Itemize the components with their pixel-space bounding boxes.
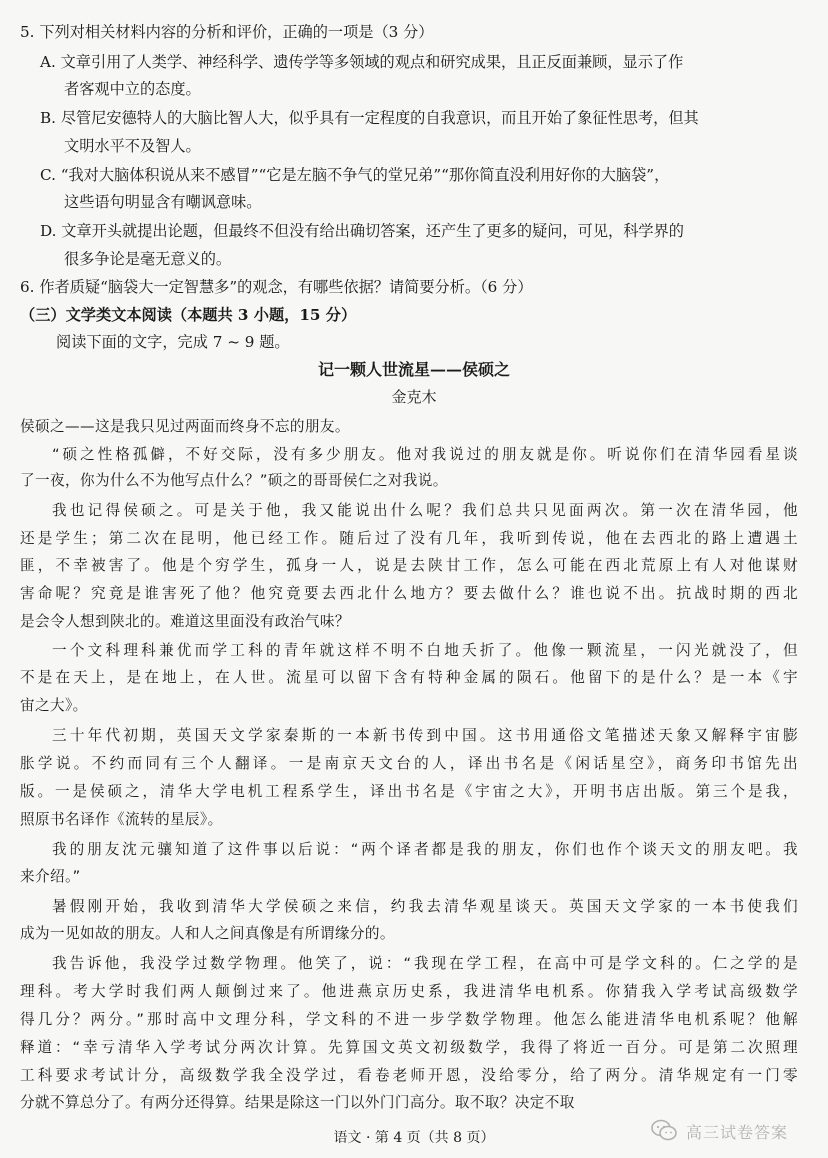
q5-option-b-line1: B. 尽管尼安德特人的大脑比智人大，似乎具有一定程度的自我意识，而且开始了象征性思考，但其 [40,109,699,127]
article-line: “硕之性格孤僻，不好交际，没有多少朋友。他对我说过的朋友就是你。听说你们在清华园看星谈 [52,446,798,463]
article-line: 我也记得侯硕之。可是关于他，我又能说出什么呢？我们总共只见面两次。第一次在清华园，他 [52,502,798,519]
article-line: 宙之大》。 [20,697,88,714]
article-line: 一个文科理科兼优而学工科的青年就这样不明不白地夭折了。他像一颗流星，一闪光就没了，但 [52,642,798,659]
q5-option-d-line2: 很多争论是毫无意义的。 [64,250,232,268]
article-line: 害命呢？究竟是谁害死了他？他究竟要去西北什么地方？要去做什么？谁也说不出。抗战时期的西北 [20,585,798,602]
article-line: 不是在天上，是在地上，在人世。流星可以留下含有特种金属的陨石。他留下的是什么？是一本《宇 [20,669,798,686]
q5-option-a-line2: 者客观中立的态度。 [64,80,201,98]
article-line: 成为一见如故的朋友。人和人之间真像是有所谓缘分的。 [20,925,395,942]
watermark [650,1106,800,1152]
q5-option-c-line1: C. “我对大脑体积说从来不感冒”“它是左脑不争气的堂兄弟”“那你简直没利用好你的大脑袋”， [40,166,670,184]
question-5-stem: 5. 下列对相关材料内容的分析和评价，正确的一项是（3 分） [20,23,434,41]
q5-option-a-line1: A. 文章引用了人类学、神经科学、遗传学等多领域的观点和研究成果，且正反面兼顾，显示了作 [40,53,684,71]
article-line: 分就不算总分了。有两分还得算。结果是除这一门以外门门高分。取不取？决定不取 [20,1094,575,1111]
question-6-stem: 6. 作者质疑“脑袋大一定智慧多”的观念，有哪些依据？请简要分析。（6 分） [20,278,533,296]
section-instruction: 阅读下面的文字，完成 7 ~ 9 题。 [56,333,290,351]
q5-option-b-line2: 文明水平不及智人。 [64,137,201,155]
article-line: 理科。考大学时我们两人颠倒过来了。他进燕京历史系，我进清华电机系。你猜我入学考试高级数学 [20,983,798,1000]
article-line: 我的朋友沈元骧知道了这件事以后说：“两个译者都是我的朋友，你们也作个谈天文的朋友吧。我 [52,841,798,858]
article-line: 了一夜，你为什么不为他写点什么？”硕之的哥哥侯仁之对我说。 [20,472,448,489]
article-line: 释道：“幸亏清华入学考试分两次计算。先算国文英文初级数学，我得了将近一百分。可是第二次照理 [20,1039,798,1056]
section-heading: （三）文学类文本阅读（本题共 3 小题，15 分） [20,306,357,324]
article-line: 暑假刚开始，我收到清华大学侯硕之来信，约我去清华观星谈天。英国天文学家的一本书使我们 [52,898,798,915]
q5-option-d-line1: D. 文章开头就提出论题，但最终不但没有给出确切答案，还产生了更多的疑问，可见，科学界的 [40,222,684,240]
article-title: 记一颗人世流星——侯硕之 [317,360,510,379]
article-author: 金克木 [391,388,437,406]
article-line: 匪，不幸被害了。他是个穷学生，孤身一人，说是去陕甘工作，怎么可能在西北荒原上有人对他谋财 [20,557,798,574]
article-line: 侯硕之——这是我只见过两面而终身不忘的朋友。 [20,418,350,435]
article-line: 三十年代初期，英国天文学家秦斯的一本新书传到中国。这书用通俗文笔描述天象又解释宇宙膨 [52,727,798,744]
article-line: 版。一是侯硕之，清华大学电机工程系学生，译出书名是《宇宙之大》，开明书店出版。第三个是我， [20,783,798,800]
article-line: 工科要求考试计分，高级数学我全没学过，看卷老师开恩，没给零分，给了两分。清华规定有一门零 [20,1067,798,1084]
article-line: 是会令人想到陕北的。难道这里面没有政治气味？ [20,613,350,630]
article-line: 我告诉他，我没学过数学物理。他笑了，说：“我现在学工程，在高中可是学文科的。仁之学的是 [52,955,798,972]
q5-option-c-line2: 这些语句明显含有嘲讽意味。 [64,193,262,211]
article-line: 来介绍。” [20,868,81,885]
wechat-logo-icon [650,1116,678,1144]
article-line: 照原书名译作《流转的星辰》。 [20,811,223,828]
article-line: 得几分？两分。”那时高中文理分科，学文科的不进一步学数学物理。他怎么能进清华电机系呢？他解 [20,1011,798,1028]
watermark-text: 高三试卷答案 [686,1123,789,1142]
article-line: 还是学生；第二次在昆明，他已经工作。随后过了没有几年，我听到传说，他在去西北的路上遭遇土 [20,530,798,547]
page-footer: 语文 · 第 4 页（共 8 页） [333,1130,495,1146]
article-line: 胀学说。不约而同有三个人翻译。一是南京天文台的人，译出书名是《闲话星空》，商务印书馆先出 [20,755,798,772]
